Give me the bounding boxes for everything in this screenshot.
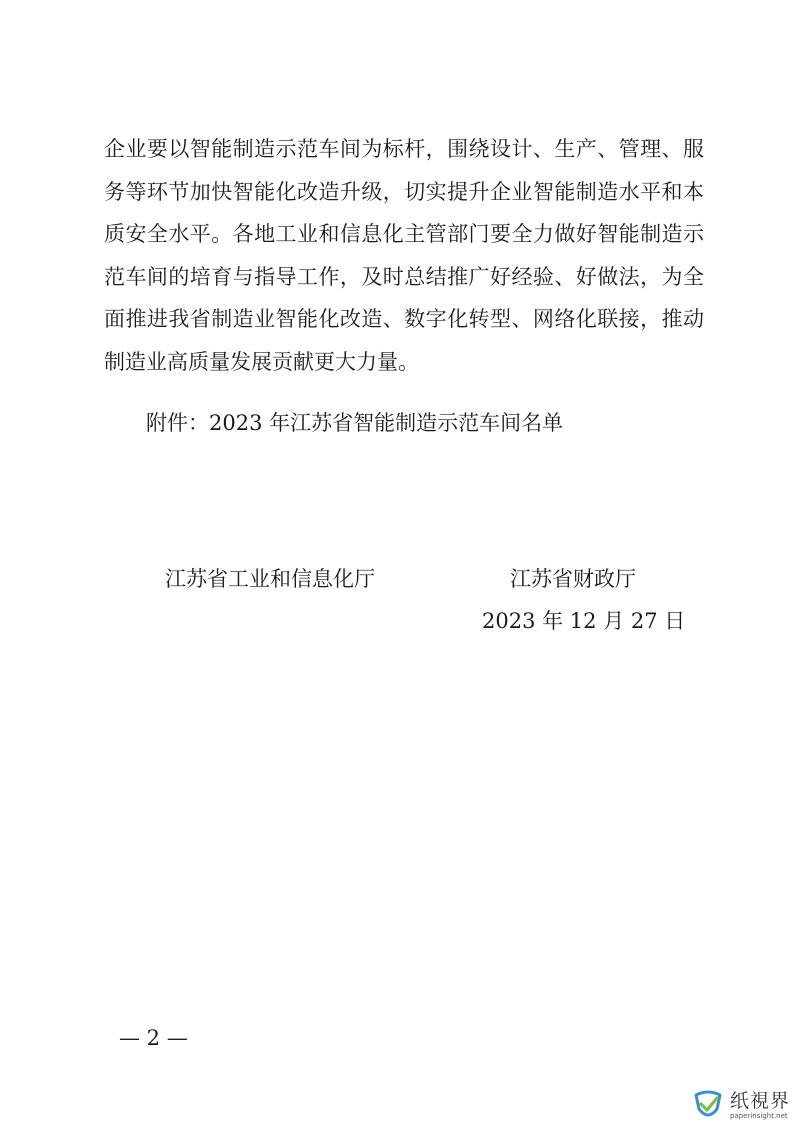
watermark-url: paperinsight.net [729,1111,788,1120]
body-line: 范车间的培育与指导工作，及时总结推广好经验、好做法，为全 [104,264,704,289]
body-paragraph [104,128,704,383]
page-number: — 2 — [119,1026,188,1050]
body-line: 务等环节加快智能化改造升级，切实提升企业智能制造水平和本 [104,179,704,204]
watermark-text [730,1090,790,1121]
paperinsight-logo-icon [690,1087,726,1123]
body-line: 面推进我省制造业智能化改造、数字化转型、网络化联接，推动 [104,307,704,331]
attachment-note: 附件：2023 年江苏省智能制造示范车间名单 [146,411,564,435]
watermark-brand: 纸視界 [729,1089,790,1112]
body-line: 企业要以智能制造示范车间为标杆，围绕设计、生产、管理、服 [104,137,704,161]
signature-issuer-right: 江苏省财政厅 [510,567,636,591]
body-line: 制造业高质量发展贡献更大力量。 [104,349,419,374]
watermark [690,1087,790,1123]
body-line: 质安全水平。各地工业和信息化主管部门要全力做好智能制造示 [104,222,704,246]
signature-issuer-left: 江苏省工业和信息化厅 [165,567,375,591]
issue-date: 2023 年 12 月 27 日 [482,609,686,633]
